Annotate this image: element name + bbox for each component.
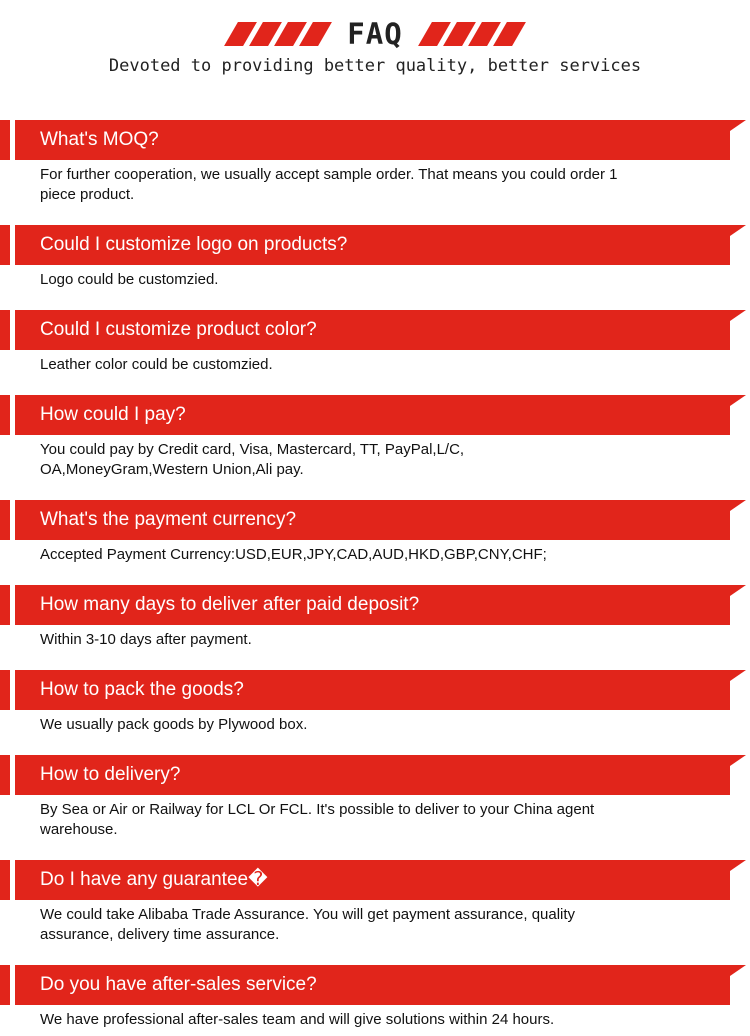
- faq-answer: We have professional after-sales team and will give solutions within 24 hours.: [40, 1011, 555, 1028]
- question-bar: [0, 500, 750, 540]
- faq-item-guarantee: [0, 860, 750, 943]
- faq-item-logo: [0, 225, 750, 288]
- bar-tail: [730, 225, 746, 236]
- bar-accent: [0, 860, 10, 900]
- bar-accent: [0, 120, 10, 160]
- faq-item-packing: [0, 670, 750, 733]
- faq-question: Do you have after-sales service?: [40, 974, 317, 995]
- faq-answer: Logo could be customzied.: [40, 271, 219, 288]
- faq-question: How many days to deliver after paid deposit?: [40, 594, 420, 615]
- faq-answer: Within 3-10 days after payment.: [40, 631, 252, 648]
- faq-question: How to pack the goods?: [40, 679, 244, 700]
- faq-question: What's MOQ?: [40, 129, 159, 150]
- bar-tail: [730, 310, 746, 321]
- bar-tail: [730, 860, 746, 871]
- question-bar: [0, 860, 750, 900]
- bar-accent: [0, 965, 10, 1005]
- bar-tail: [730, 670, 746, 681]
- faq-item-color: [0, 310, 750, 373]
- faq-answer: For further cooperation, we usually accept sample order. That means you could order 1 piece product.: [40, 166, 618, 203]
- title-row: [0, 18, 750, 50]
- faq-question: What's the payment currency?: [40, 509, 297, 530]
- bar-tail: [730, 500, 746, 511]
- page-subtitle: Devoted to providing better quality, better services: [108, 56, 642, 76]
- question-bar: [0, 755, 750, 795]
- question-bar: [0, 120, 750, 160]
- page-title: FAQ: [347, 17, 403, 51]
- question-bar: [0, 310, 750, 350]
- faq-answer: We usually pack goods by Plywood box.: [40, 716, 308, 733]
- faq-item-payment: [0, 395, 750, 478]
- bar-tail: [730, 395, 746, 406]
- question-bar: [0, 395, 750, 435]
- faq-header: [0, 0, 750, 100]
- faq-question: How to delivery?: [40, 764, 181, 785]
- question-bar: [0, 965, 750, 1005]
- faq-question: Could I customize product color?: [40, 319, 317, 340]
- right-stripes-decoration: [425, 22, 519, 46]
- faq-item-moq: [0, 120, 750, 203]
- left-stripes-decoration: [231, 22, 325, 46]
- faq-item-after-sales: [0, 965, 750, 1028]
- bar-accent: [0, 500, 10, 540]
- bar-tail: [730, 965, 746, 976]
- faq-answer: We could take Alibaba Trade Assurance. You will get payment assurance, quality assurance, delivery time assurance.: [40, 906, 576, 943]
- bar-accent: [0, 395, 10, 435]
- bar-tail: [730, 120, 746, 131]
- bar-accent: [0, 585, 10, 625]
- bar-accent: [0, 670, 10, 710]
- faq-item-delivery: [0, 755, 750, 838]
- bar-tail: [730, 585, 746, 596]
- bar-accent: [0, 225, 10, 265]
- question-bar: [0, 225, 750, 265]
- faq-question: How could I pay?: [40, 404, 186, 425]
- faq-item-currency: [0, 500, 750, 563]
- faq-question: Do I have any guarantee�: [40, 869, 268, 890]
- bar-tail: [730, 755, 746, 766]
- faq-answer: Accepted Payment Currency:USD,EUR,JPY,CAD,AUD,HKD,GBP,CNY,CHF;: [40, 546, 547, 563]
- faq-question: Could I customize logo on products?: [40, 234, 348, 255]
- question-bar: [0, 670, 750, 710]
- faq-item-delivery-days: [0, 585, 750, 648]
- faq-answer: By Sea or Air or Railway for LCL Or FCL. It's possible to deliver to your China agent warehouse.: [40, 801, 595, 838]
- faq-answer: Leather color could be customzied.: [40, 356, 273, 373]
- question-bar: [0, 585, 750, 625]
- bar-accent: [0, 310, 10, 350]
- bar-accent: [0, 755, 10, 795]
- faq-answer: You could pay by Credit card, Visa, Mastercard, TT, PayPal,L/C, OA,MoneyGram,Western Union,Ali pay.: [40, 441, 465, 478]
